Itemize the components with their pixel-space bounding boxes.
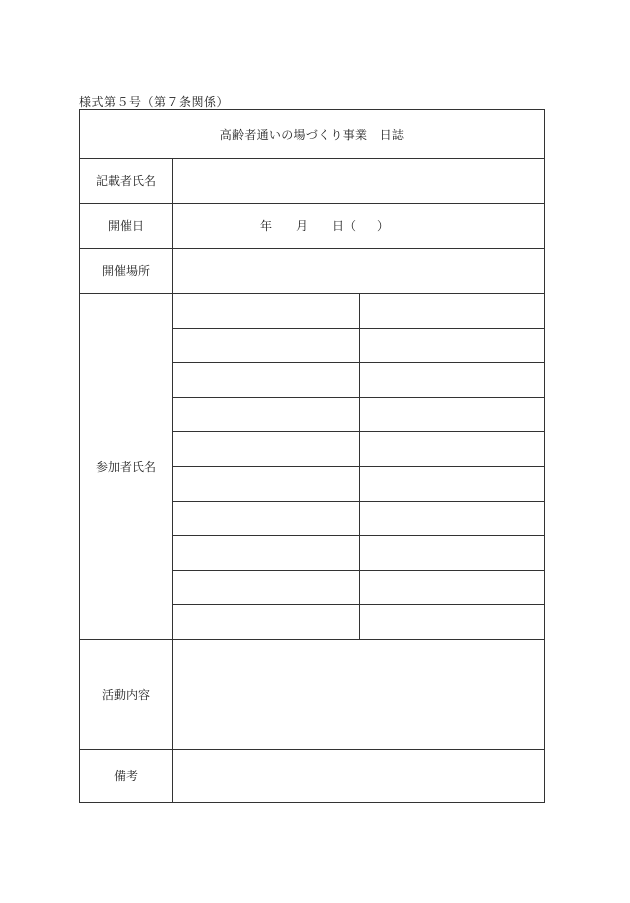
participant-name-cell[interactable] xyxy=(359,328,544,363)
form-number: 様式第５号（第７条関係） xyxy=(79,95,230,109)
recorder-field[interactable] xyxy=(172,158,544,203)
participants-grid xyxy=(172,293,544,639)
form-title: 高齢者通いの場づくり事業 日誌 xyxy=(219,127,405,142)
participants-row xyxy=(80,293,544,640)
participant-name-cell[interactable] xyxy=(359,293,544,328)
year-marker: 年 xyxy=(260,219,273,233)
participant-name-cell[interactable] xyxy=(172,570,360,605)
participant-name-cell[interactable] xyxy=(172,362,360,397)
participant-row xyxy=(172,431,544,467)
participant-name-cell[interactable] xyxy=(172,431,360,466)
venue-label: 開催場所 xyxy=(80,248,173,293)
participant-name-cell[interactable] xyxy=(359,431,544,466)
recorder-label: 記載者氏名 xyxy=(80,158,173,203)
participant-name-cell[interactable] xyxy=(359,397,544,432)
participants-label: 参加者氏名 xyxy=(80,293,173,639)
diary-form xyxy=(79,109,545,803)
activity-field[interactable] xyxy=(172,639,544,749)
venue-field[interactable] xyxy=(172,248,544,293)
remarks-field[interactable] xyxy=(172,749,544,802)
participant-name-cell[interactable] xyxy=(359,362,544,397)
participant-name-cell[interactable] xyxy=(359,466,544,501)
participant-row xyxy=(172,604,544,639)
participant-name-cell[interactable] xyxy=(359,604,544,639)
participant-name-cell[interactable] xyxy=(172,328,360,363)
remarks-label: 備考 xyxy=(80,749,173,802)
participant-row xyxy=(172,466,544,502)
title-row xyxy=(80,110,544,159)
weekday-close: ） xyxy=(377,219,390,233)
participant-row xyxy=(172,535,544,571)
date-label: 開催日 xyxy=(80,203,173,248)
participant-name-cell[interactable] xyxy=(359,501,544,536)
venue-row xyxy=(80,248,544,294)
participant-name-cell[interactable] xyxy=(359,535,544,570)
activity-row xyxy=(80,639,544,750)
participant-row xyxy=(172,362,544,398)
participant-row xyxy=(172,570,544,606)
recorder-row xyxy=(80,158,544,204)
participant-row xyxy=(172,328,544,364)
month-marker: 月 xyxy=(296,219,309,233)
participant-row xyxy=(172,501,544,537)
participant-name-cell[interactable] xyxy=(172,501,360,536)
participant-name-cell[interactable] xyxy=(172,397,360,432)
date-row xyxy=(80,203,544,249)
participant-row xyxy=(172,293,544,329)
activity-label: 活動内容 xyxy=(80,639,173,749)
day-marker: 日（ xyxy=(332,219,357,233)
remarks-row xyxy=(80,749,544,802)
participant-name-cell[interactable] xyxy=(172,604,360,639)
participant-name-cell[interactable] xyxy=(172,466,360,501)
participant-name-cell[interactable] xyxy=(359,570,544,605)
date-field[interactable] xyxy=(172,203,544,248)
participant-name-cell[interactable] xyxy=(172,293,360,328)
participant-row xyxy=(172,397,544,433)
participant-name-cell[interactable] xyxy=(172,535,360,570)
